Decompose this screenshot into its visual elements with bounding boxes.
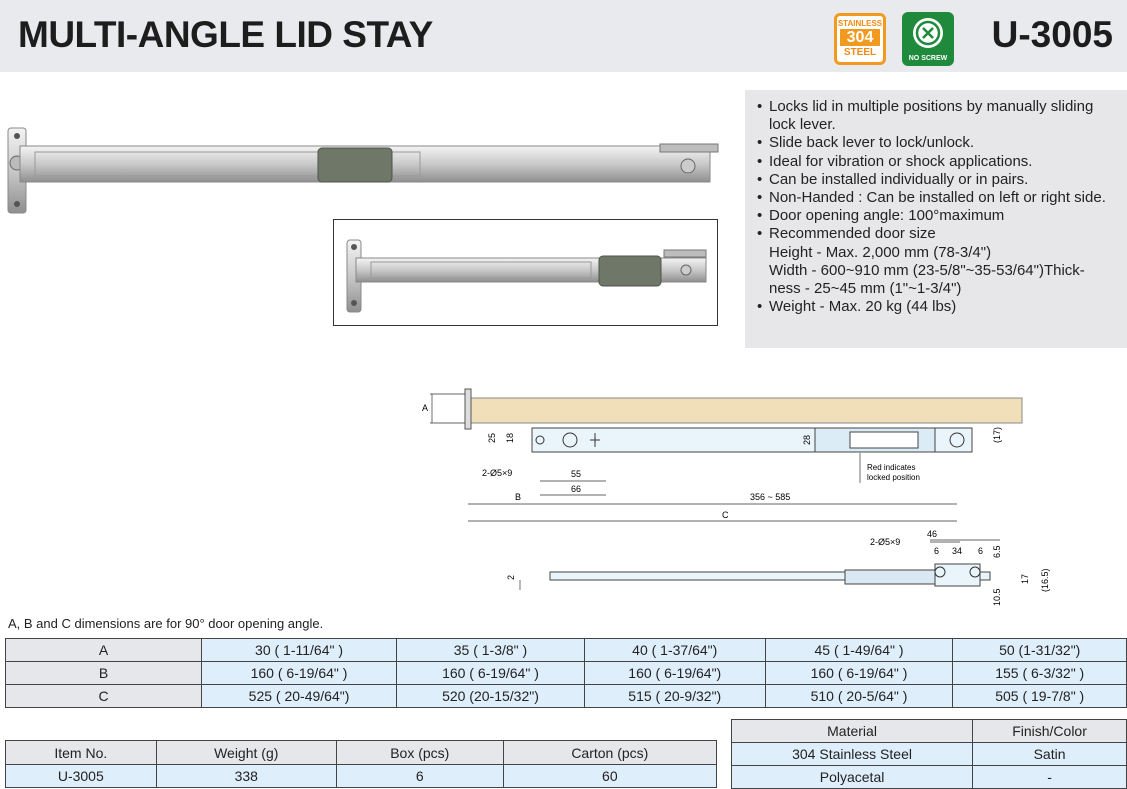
dim2-6a: 6 bbox=[934, 546, 940, 556]
page-title: MULTI-ANGLE LID STAY bbox=[18, 14, 433, 55]
hole-spec: 2-Ø5×9 bbox=[482, 468, 513, 478]
feature-item: • Non-Handed : Can be installed on left or right side. bbox=[757, 189, 1117, 207]
no-screw-badge-icon: NO SCREW bbox=[902, 12, 954, 66]
feature-item: • Slide back lever to lock/unlock. bbox=[757, 134, 1117, 152]
table-header-row: Item No. Weight (g) Box (pcs) Carton (pcs) bbox=[6, 741, 717, 765]
dim-label-a: A bbox=[422, 403, 429, 413]
dimension-table bbox=[5, 638, 1127, 708]
table-row: B 160 ( 6-19/64" ) 160 ( 6-19/64" ) 160 ( 6-19/64") 160 ( 6-19/64" ) 155 ( 6-3/32" ) bbox=[6, 662, 1127, 685]
header-bar bbox=[0, 0, 1127, 72]
technical-drawing-side bbox=[410, 375, 1030, 525]
product-photo-main bbox=[0, 118, 730, 218]
material-table bbox=[731, 719, 1127, 789]
product-photo-closeup bbox=[333, 219, 718, 326]
feature-item: • Weight - Max. 20 kg (44 lbs) bbox=[757, 298, 1117, 316]
table-row: A 30 ( 1-11/64" ) 35 ( 1-3/8" ) 40 ( 1-37/64") 45 ( 1-49/64" ) 50 (1-31/32") bbox=[6, 639, 1127, 662]
dim-25: 25 bbox=[487, 432, 497, 443]
dim2-46: 46 bbox=[927, 529, 938, 539]
stainless-304-badge-icon: STAINLESS 304 STEEL bbox=[834, 13, 886, 65]
dim2-105: 10.5 bbox=[992, 588, 1002, 606]
dim2-65: 6.5 bbox=[992, 545, 1002, 558]
door-thickness: ness - 25~45 mm (1"~1-3/4") bbox=[769, 280, 962, 298]
dim2-34: 34 bbox=[952, 546, 963, 556]
dim-label-b: B bbox=[515, 492, 522, 502]
hole-spec-2: 2-Ø5×9 bbox=[870, 537, 901, 547]
table-header-row: Material Finish/Color bbox=[732, 720, 1127, 743]
feature-item: • Ideal for vibration or shock applications. bbox=[757, 153, 1117, 171]
door-height: Height - Max. 2,000 mm (78-3/4") bbox=[769, 243, 992, 261]
feature-item: • Recommended door size Height - Max. 2,000 mm (78-3/4") Width - 600~910 mm (23-5/8"~35-53/64")Thick- ness - 25~45 mm (1"~1-3/4") bbox=[757, 225, 1117, 298]
dim-17: (17) bbox=[992, 426, 1002, 443]
door-width: Width - 600~910 mm (23-5/8"~35-53/64")Thick- bbox=[769, 261, 1085, 279]
dimension-note: A, B and C dimensions are for 90° door opening angle. bbox=[8, 616, 324, 631]
feature-item: • Locks lid in multiple positions by manually sliding lock lever. bbox=[757, 98, 1117, 134]
dim2-17: 17 bbox=[1020, 573, 1030, 584]
feature-item: • Can be installed individually or in pairs. bbox=[757, 171, 1117, 189]
dim-range: 356 ~ 585 bbox=[750, 492, 791, 502]
table-row: Polyacetal - bbox=[732, 766, 1127, 789]
technical-drawing-top bbox=[500, 528, 1060, 613]
dim-28: 28 bbox=[802, 434, 812, 445]
table-row: 304 Stainless Steel Satin bbox=[732, 743, 1127, 766]
dim2-6b: 6 bbox=[978, 546, 984, 556]
dim-label-c: C bbox=[722, 510, 729, 520]
dim2-165: (16.5) bbox=[1040, 568, 1050, 592]
feature-item: • Door opening angle: 100°maximum bbox=[757, 207, 1117, 225]
dim-18: 18 bbox=[505, 432, 515, 443]
item-table bbox=[5, 740, 717, 788]
features-list bbox=[745, 90, 1127, 348]
model-number: U-3005 bbox=[991, 14, 1113, 55]
red-note-line2: locked position bbox=[867, 473, 920, 482]
dim-66: 66 bbox=[571, 484, 582, 494]
table-row: U-3005 338 6 60 bbox=[6, 765, 717, 788]
dim-55: 55 bbox=[571, 469, 582, 479]
red-note-line1: Red indicates bbox=[867, 463, 916, 472]
table-row: C 525 ( 20-49/64") 520 (20-15/32") 515 ( 20-9/32") 510 ( 20-5/64" ) 505 ( 19-7/8" ) bbox=[6, 685, 1127, 708]
dim2-2: 2 bbox=[506, 574, 516, 580]
